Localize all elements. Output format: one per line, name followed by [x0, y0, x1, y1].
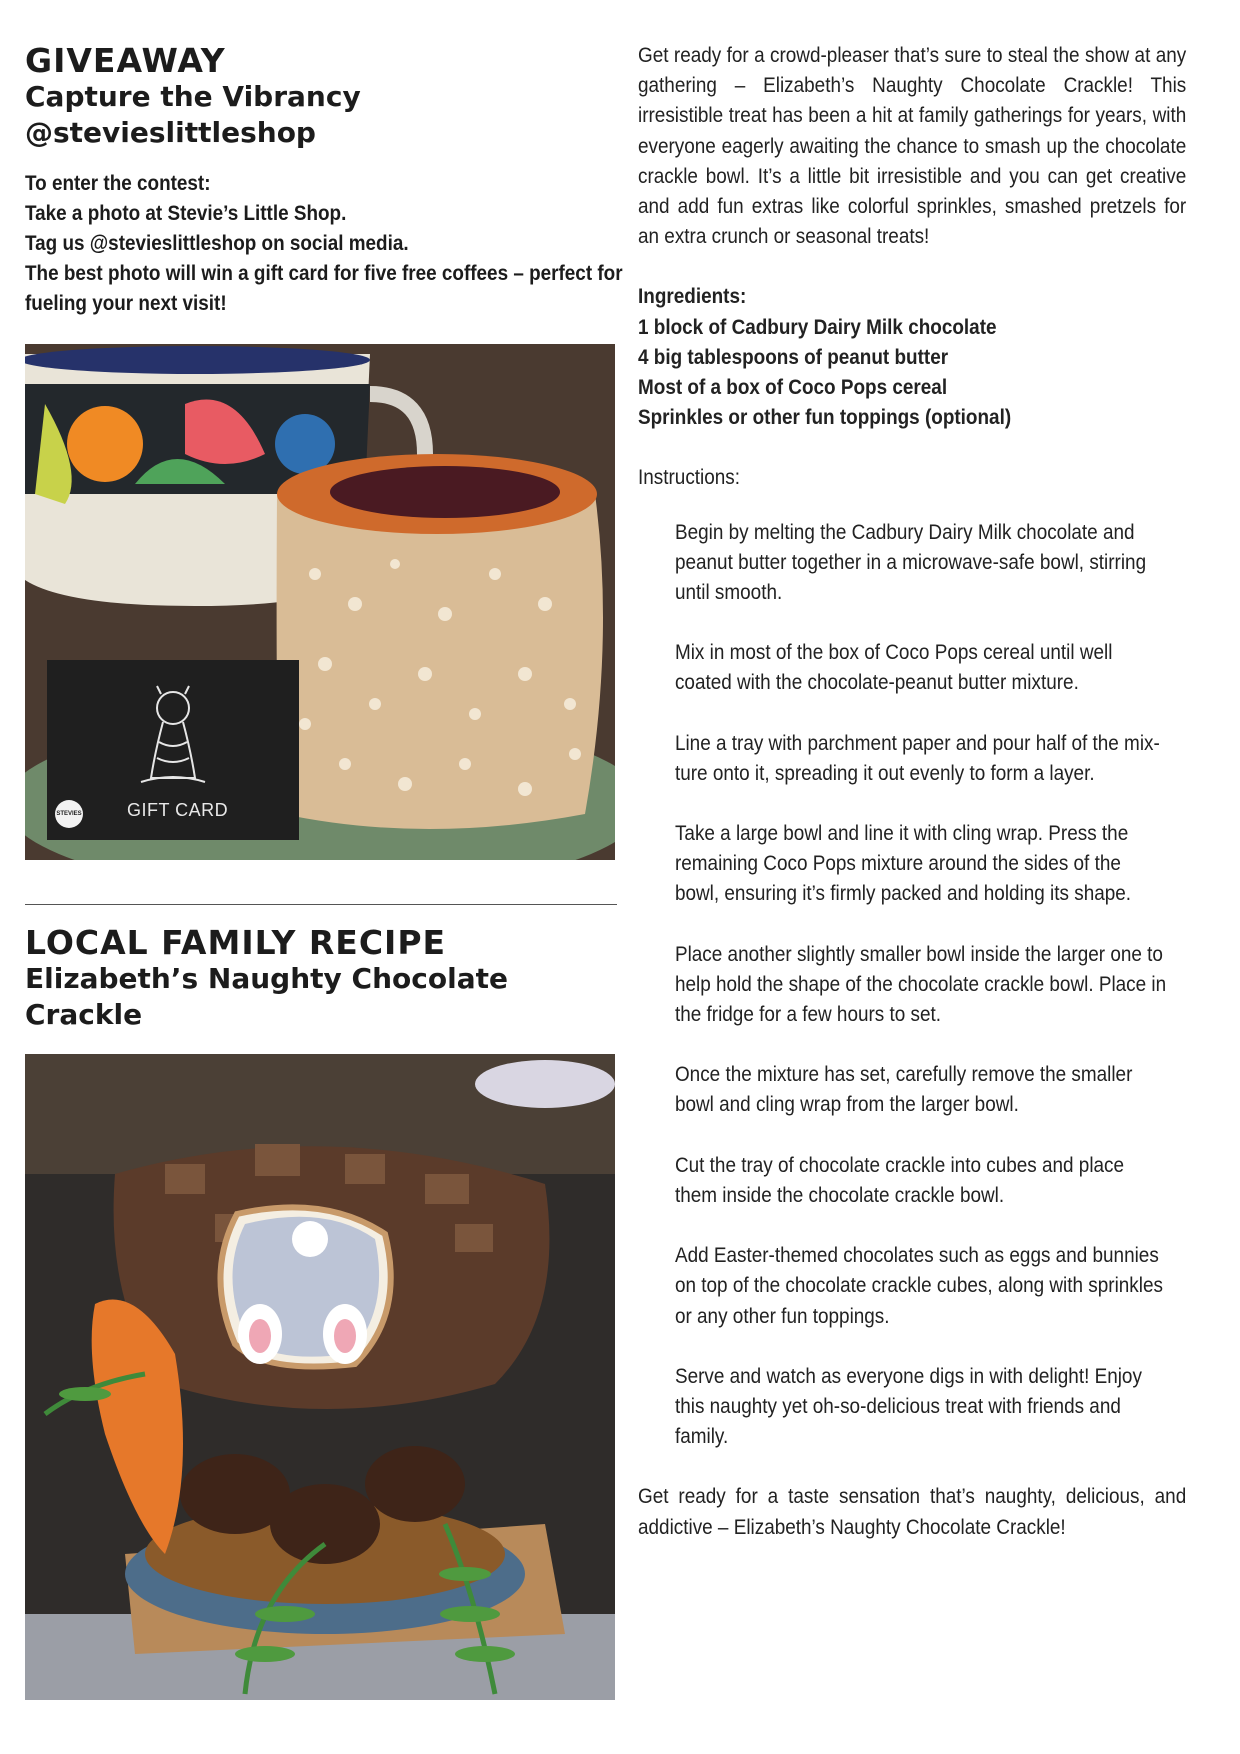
- right-column: [638, 40, 1186, 1542]
- gift-card: [47, 660, 299, 840]
- instruction-step: Add Easter-themed chocolates such as eggs and bunnies on top of the chocolate crackle cubes, along with sprinkles or any other fun toppings.: [674, 1243, 1163, 1328]
- section-divider: [25, 904, 617, 905]
- contest-line: Take a photo at Stevie’s Little Shop.: [25, 201, 347, 225]
- recipe-text: [638, 40, 1186, 1542]
- instruction-step: Once the mixture has set, carefully remove the smaller bowl and cling wrap from the larger bowl.: [674, 1062, 1133, 1117]
- left-column: [25, 41, 623, 1031]
- ingredient-item: Most of a box of Coco Pops cereal: [638, 375, 948, 400]
- instruction-step: Mix in most of the box of Coco Pops cereal until well coated with the chocolate-peanut butter mixture.: [674, 640, 1113, 695]
- contest-line: Tag us @stevieslittleshop on social media.: [25, 231, 409, 255]
- instruction-step: Begin by melting the Cadbury Dairy Milk chocolate and peanut butter together in a microwave-safe bowl, stirring until smooth.: [674, 519, 1147, 605]
- instruction-step: Serve and watch as everyone digs in with delight! Enjoy this naughty yet oh-so-delicious treat with friends and family.: [674, 1363, 1142, 1449]
- recipe-title: LOCAL FAMILY RECIPE: [25, 923, 447, 962]
- contest-instructions: [25, 169, 626, 319]
- recipe-closing: Get ready for a taste sensation that’s naughty, delicious, and addictive – Elizabeth’s Naughty Chocolate Crackle!: [638, 1484, 1187, 1539]
- instruction-steps: [675, 517, 1168, 1452]
- tiger-logo-icon: [133, 682, 213, 792]
- gift-card-label: GIFT CARD: [127, 800, 229, 820]
- giveaway-handle: @stevieslittleshop: [25, 115, 316, 149]
- giveaway-title: GIVEAWAY: [25, 41, 226, 80]
- instruction-step: Line a tray with parchment paper and pour half of the mix-ture onto it, spreading it out evenly to form a layer.: [674, 730, 1160, 785]
- giveaway-subtitle: Capture the Vibrancy: [25, 79, 361, 113]
- instruction-step: Take a large bowl and line it with cling wrap. Press the remaining Coco Pops mixture around the sides of the bowl, ensuring it’s firmly packed and holding its shape.: [674, 821, 1132, 906]
- ingredient-item: Sprinkles or other fun toppings (optional): [638, 405, 1012, 430]
- coffee-cake-photo: [25, 344, 615, 860]
- ingredient-item: 1 block of Cadbury Dairy Milk chocolate: [638, 314, 997, 339]
- recipe-intro: Get ready for a crowd-pleaser that’s sure to steal the show at any gathering – Elizabeth’s Naughty Chocolate Crackle! This irresistible treat has been a hit at family gatherings for years, with everyone eagerly awaiting the chance to smash up the chocolate crackle bowl. It’s a little bit irresistible and you can get creative and add fun extras like colorful sprinkles, smashed pretzels for an extra crunch or seasonal treats!: [638, 43, 1187, 249]
- recipe-heading: [25, 923, 617, 1033]
- instruction-step: Cut the tray of chocolate crackle into cubes and place them inside the chocolate crackle bowl.: [674, 1152, 1125, 1207]
- stevies-badge: STEVIES: [55, 800, 83, 828]
- ingredients-title: Ingredients:: [638, 284, 747, 309]
- contest-line: The best photo will win a gift card for five free coffees – perfect for fueling your next visit!: [25, 261, 623, 315]
- chocolate-crackle-photo: [25, 1054, 615, 1700]
- instruction-step: Place another slightly smaller bowl inside the larger one to help hold the shape of the chocolate crackle bowl. Place in the fridge for a few hours to set.: [674, 941, 1167, 1027]
- instructions-title: Instructions:: [638, 465, 741, 490]
- ingredients-block: [638, 281, 1186, 432]
- ingredient-item: 4 big tablespoons of peanut butter: [638, 344, 949, 369]
- contest-line: To enter the contest:: [25, 171, 211, 195]
- recipe-subtitle: Elizabeth’s Naughty Chocolate Crackle: [25, 961, 508, 1031]
- chocolate-crackle-illustration: [25, 1054, 615, 1700]
